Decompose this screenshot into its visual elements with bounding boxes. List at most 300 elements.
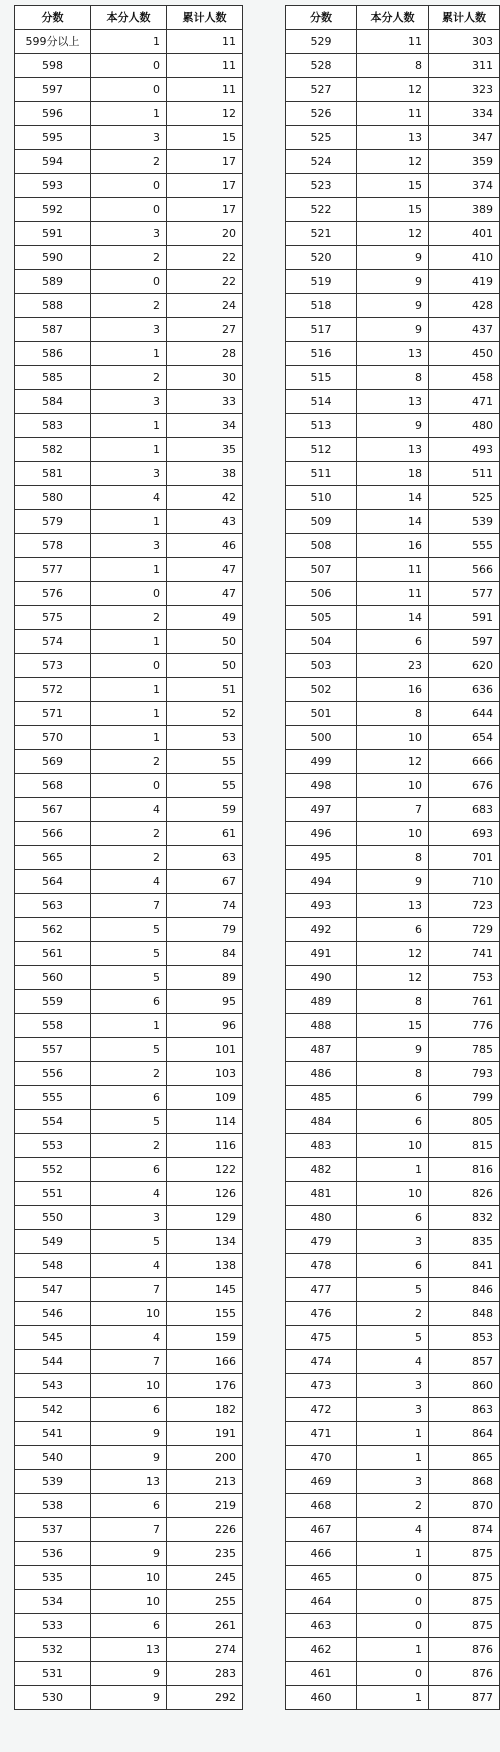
cumulative-cell: 114 [167, 1110, 243, 1134]
score-cell: 584 [15, 390, 91, 414]
count-cell: 0 [357, 1566, 429, 1590]
score-cell: 554 [15, 1110, 91, 1134]
cumulative-cell: 597 [429, 630, 500, 654]
cumulative-cell: 620 [429, 654, 500, 678]
cumulative-cell: 876 [429, 1638, 500, 1662]
score-cell: 565 [15, 846, 91, 870]
score-cell: 560 [15, 966, 91, 990]
cumulative-cell: 226 [167, 1518, 243, 1542]
cumulative-cell: 835 [429, 1230, 500, 1254]
count-cell: 6 [91, 1398, 167, 1422]
score-cell: 483 [286, 1134, 357, 1158]
count-cell: 13 [357, 126, 429, 150]
score-cell: 471 [286, 1422, 357, 1446]
score-cell: 502 [286, 678, 357, 702]
table-row [15, 942, 243, 966]
count-cell: 16 [357, 534, 429, 558]
score-cell: 576 [15, 582, 91, 606]
count-cell: 5 [91, 1230, 167, 1254]
count-cell: 1 [91, 1014, 167, 1038]
table-row [286, 1638, 500, 1662]
cumulative-cell: 785 [429, 1038, 500, 1062]
count-cell: 2 [91, 1062, 167, 1086]
table-row [286, 534, 500, 558]
score-cell: 481 [286, 1182, 357, 1206]
count-cell: 9 [357, 870, 429, 894]
table-row [15, 1686, 243, 1710]
count-cell: 8 [357, 366, 429, 390]
table-row [15, 894, 243, 918]
count-cell: 9 [357, 294, 429, 318]
count-cell: 14 [357, 486, 429, 510]
table-row [15, 1062, 243, 1086]
count-cell: 1 [357, 1446, 429, 1470]
table-row [286, 1662, 500, 1686]
cumulative-cell: 636 [429, 678, 500, 702]
cumulative-cell: 389 [429, 198, 500, 222]
table-row [286, 1518, 500, 1542]
score-cell: 568 [15, 774, 91, 798]
score-cell: 515 [286, 366, 357, 390]
count-cell: 3 [91, 222, 167, 246]
table-row [15, 726, 243, 750]
score-cell: 524 [286, 150, 357, 174]
cumulative-cell: 30 [167, 366, 243, 390]
table-row [15, 1398, 243, 1422]
count-cell: 2 [91, 846, 167, 870]
count-cell: 10 [91, 1590, 167, 1614]
score-cell: 542 [15, 1398, 91, 1422]
table-row [15, 822, 243, 846]
table-row [15, 1350, 243, 1374]
table-row [286, 606, 500, 630]
score-cell: 574 [15, 630, 91, 654]
cumulative-cell: 103 [167, 1062, 243, 1086]
header-cumulative: 累计人数 [429, 6, 500, 30]
count-cell: 13 [91, 1470, 167, 1494]
table-row [286, 1302, 500, 1326]
count-cell: 9 [357, 318, 429, 342]
table-row [286, 678, 500, 702]
cumulative-cell: 815 [429, 1134, 500, 1158]
cumulative-cell: 101 [167, 1038, 243, 1062]
count-cell: 4 [91, 486, 167, 510]
count-cell: 10 [357, 1182, 429, 1206]
count-cell: 10 [91, 1566, 167, 1590]
score-cell: 478 [286, 1254, 357, 1278]
table-row [286, 1350, 500, 1374]
score-cell: 537 [15, 1518, 91, 1542]
score-cell: 523 [286, 174, 357, 198]
table-row [286, 702, 500, 726]
table-row [286, 630, 500, 654]
score-cell: 594 [15, 150, 91, 174]
table-row [286, 1110, 500, 1134]
table-row [286, 342, 500, 366]
score-cell: 538 [15, 1494, 91, 1518]
score-cell: 536 [15, 1542, 91, 1566]
score-cell: 510 [286, 486, 357, 510]
score-cell: 492 [286, 918, 357, 942]
cumulative-cell: 122 [167, 1158, 243, 1182]
count-cell: 2 [357, 1302, 429, 1326]
table-row [286, 54, 500, 78]
table-row [15, 342, 243, 366]
cumulative-cell: 860 [429, 1374, 500, 1398]
score-cell: 477 [286, 1278, 357, 1302]
count-cell: 8 [357, 990, 429, 1014]
table-row [15, 318, 243, 342]
table-row [15, 678, 243, 702]
table-row [286, 174, 500, 198]
table-row [15, 534, 243, 558]
cumulative-cell: 841 [429, 1254, 500, 1278]
table-row [15, 702, 243, 726]
count-cell: 7 [91, 1278, 167, 1302]
score-cell: 488 [286, 1014, 357, 1038]
count-cell: 23 [357, 654, 429, 678]
cumulative-cell: 864 [429, 1422, 500, 1446]
score-cell: 598 [15, 54, 91, 78]
count-cell: 18 [357, 462, 429, 486]
count-cell: 3 [91, 390, 167, 414]
count-cell: 1 [357, 1158, 429, 1182]
cumulative-cell: 176 [167, 1374, 243, 1398]
score-cell: 558 [15, 1014, 91, 1038]
table-row [15, 1206, 243, 1230]
table-row [286, 1470, 500, 1494]
cumulative-cell: 12 [167, 102, 243, 126]
table-row [286, 822, 500, 846]
score-cell: 539 [15, 1470, 91, 1494]
cumulative-cell: 245 [167, 1566, 243, 1590]
count-cell: 3 [91, 534, 167, 558]
count-cell: 2 [91, 150, 167, 174]
header-count: 本分人数 [91, 6, 167, 30]
cumulative-cell: 89 [167, 966, 243, 990]
score-cell: 559 [15, 990, 91, 1014]
score-cell: 476 [286, 1302, 357, 1326]
count-cell: 3 [357, 1470, 429, 1494]
count-cell: 9 [91, 1446, 167, 1470]
cumulative-cell: 261 [167, 1614, 243, 1638]
count-cell: 1 [91, 30, 167, 54]
count-cell: 1 [357, 1422, 429, 1446]
cumulative-cell: 61 [167, 822, 243, 846]
score-cell: 508 [286, 534, 357, 558]
score-cell: 506 [286, 582, 357, 606]
score-cell: 572 [15, 678, 91, 702]
count-cell: 1 [91, 678, 167, 702]
cumulative-cell: 493 [429, 438, 500, 462]
score-cell: 562 [15, 918, 91, 942]
score-cell: 532 [15, 1638, 91, 1662]
count-cell: 2 [357, 1494, 429, 1518]
cumulative-cell: 511 [429, 462, 500, 486]
table-row [15, 1014, 243, 1038]
count-cell: 5 [357, 1278, 429, 1302]
count-cell: 3 [357, 1374, 429, 1398]
score-cell: 549 [15, 1230, 91, 1254]
score-cell: 494 [286, 870, 357, 894]
score-cell: 503 [286, 654, 357, 678]
count-cell: 9 [91, 1542, 167, 1566]
score-cell: 566 [15, 822, 91, 846]
cumulative-cell: 644 [429, 702, 500, 726]
cumulative-cell: 753 [429, 966, 500, 990]
cumulative-cell: 213 [167, 1470, 243, 1494]
table-row [15, 390, 243, 414]
cumulative-cell: 219 [167, 1494, 243, 1518]
cumulative-cell: 875 [429, 1566, 500, 1590]
score-cell: 583 [15, 414, 91, 438]
count-cell: 6 [357, 1110, 429, 1134]
table-row [286, 246, 500, 270]
table-row [15, 438, 243, 462]
table-row [286, 726, 500, 750]
cumulative-cell: 191 [167, 1422, 243, 1446]
cumulative-cell: 874 [429, 1518, 500, 1542]
score-cell: 561 [15, 942, 91, 966]
cumulative-cell: 683 [429, 798, 500, 822]
count-cell: 12 [357, 942, 429, 966]
cumulative-cell: 11 [167, 78, 243, 102]
table-row [286, 1494, 500, 1518]
table-row [286, 222, 500, 246]
count-cell: 2 [91, 822, 167, 846]
cumulative-cell: 761 [429, 990, 500, 1014]
table-row [15, 1518, 243, 1542]
cumulative-cell: 857 [429, 1350, 500, 1374]
score-cell: 490 [286, 966, 357, 990]
count-cell: 1 [91, 438, 167, 462]
score-cell: 570 [15, 726, 91, 750]
score-cell: 514 [286, 390, 357, 414]
cumulative-cell: 303 [429, 30, 500, 54]
count-cell: 2 [91, 606, 167, 630]
cumulative-cell: 323 [429, 78, 500, 102]
cumulative-cell: 109 [167, 1086, 243, 1110]
cumulative-cell: 710 [429, 870, 500, 894]
cumulative-cell: 11 [167, 54, 243, 78]
score-cell: 553 [15, 1134, 91, 1158]
header-score: 分数 [15, 6, 91, 30]
table-row [286, 1326, 500, 1350]
count-cell: 2 [91, 366, 167, 390]
table-row [15, 30, 243, 54]
cumulative-cell: 816 [429, 1158, 500, 1182]
count-cell: 5 [357, 1326, 429, 1350]
table-row [286, 774, 500, 798]
count-cell: 10 [357, 726, 429, 750]
table-row [286, 894, 500, 918]
count-cell: 0 [91, 270, 167, 294]
count-cell: 0 [357, 1590, 429, 1614]
score-cell: 592 [15, 198, 91, 222]
count-cell: 3 [91, 462, 167, 486]
count-cell: 5 [91, 1110, 167, 1134]
header-row [15, 6, 243, 30]
score-cell: 543 [15, 1374, 91, 1398]
cumulative-cell: 182 [167, 1398, 243, 1422]
cumulative-cell: 832 [429, 1206, 500, 1230]
cumulative-cell: 776 [429, 1014, 500, 1038]
table-row [15, 966, 243, 990]
table-row [15, 1422, 243, 1446]
cumulative-cell: 145 [167, 1278, 243, 1302]
count-cell: 1 [91, 630, 167, 654]
table-row [286, 78, 500, 102]
cumulative-cell: 870 [429, 1494, 500, 1518]
table-row [286, 1590, 500, 1614]
table-row [286, 1566, 500, 1590]
table-row [15, 606, 243, 630]
table-row [15, 1590, 243, 1614]
count-cell: 9 [357, 1038, 429, 1062]
score-cell: 591 [15, 222, 91, 246]
score-cell: 512 [286, 438, 357, 462]
count-cell: 0 [91, 774, 167, 798]
score-cell: 593 [15, 174, 91, 198]
score-cell: 491 [286, 942, 357, 966]
cumulative-cell: 848 [429, 1302, 500, 1326]
cumulative-cell: 59 [167, 798, 243, 822]
score-cell: 527 [286, 78, 357, 102]
cumulative-cell: 96 [167, 1014, 243, 1038]
count-cell: 13 [91, 1638, 167, 1662]
table-row [286, 318, 500, 342]
table-row [15, 126, 243, 150]
count-cell: 12 [357, 78, 429, 102]
cumulative-cell: 43 [167, 510, 243, 534]
score-cell: 548 [15, 1254, 91, 1278]
score-cell: 468 [286, 1494, 357, 1518]
table-row [286, 1374, 500, 1398]
score-cell: 493 [286, 894, 357, 918]
header-row [286, 6, 500, 30]
table-row [15, 510, 243, 534]
cumulative-cell: 875 [429, 1614, 500, 1638]
count-cell: 3 [91, 126, 167, 150]
table-row [15, 1110, 243, 1134]
count-cell: 0 [91, 654, 167, 678]
score-cell: 466 [286, 1542, 357, 1566]
count-cell: 12 [357, 750, 429, 774]
score-cell: 587 [15, 318, 91, 342]
cumulative-cell: 410 [429, 246, 500, 270]
cumulative-cell: 138 [167, 1254, 243, 1278]
count-cell: 4 [91, 798, 167, 822]
count-cell: 3 [357, 1398, 429, 1422]
table-row [15, 1086, 243, 1110]
table-row [15, 1446, 243, 1470]
count-cell: 1 [91, 726, 167, 750]
table-row [286, 918, 500, 942]
table-row [15, 366, 243, 390]
cumulative-cell: 67 [167, 870, 243, 894]
count-cell: 7 [91, 1350, 167, 1374]
score-cell: 563 [15, 894, 91, 918]
cumulative-cell: 22 [167, 246, 243, 270]
count-cell: 11 [357, 558, 429, 582]
table-row [286, 438, 500, 462]
cumulative-cell: 359 [429, 150, 500, 174]
score-cell: 544 [15, 1350, 91, 1374]
table-row [286, 1158, 500, 1182]
table-row [15, 1326, 243, 1350]
cumulative-cell: 274 [167, 1638, 243, 1662]
table-row [15, 1566, 243, 1590]
count-cell: 4 [91, 1254, 167, 1278]
table-row [286, 870, 500, 894]
table-row [15, 1470, 243, 1494]
count-cell: 4 [357, 1518, 429, 1542]
table-row [286, 198, 500, 222]
cumulative-cell: 401 [429, 222, 500, 246]
cumulative-cell: 47 [167, 582, 243, 606]
score-cell: 479 [286, 1230, 357, 1254]
table-row [15, 990, 243, 1014]
table-row [15, 1158, 243, 1182]
table-row [15, 246, 243, 270]
count-cell: 13 [357, 438, 429, 462]
cumulative-cell: 155 [167, 1302, 243, 1326]
count-cell: 0 [91, 582, 167, 606]
count-cell: 1 [91, 342, 167, 366]
score-cell: 500 [286, 726, 357, 750]
cumulative-cell: 129 [167, 1206, 243, 1230]
score-cell: 497 [286, 798, 357, 822]
count-cell: 2 [91, 1134, 167, 1158]
table-row [15, 1638, 243, 1662]
score-cell: 505 [286, 606, 357, 630]
cumulative-cell: 875 [429, 1542, 500, 1566]
cumulative-cell: 374 [429, 174, 500, 198]
cumulative-cell: 437 [429, 318, 500, 342]
count-cell: 4 [91, 1326, 167, 1350]
cumulative-cell: 666 [429, 750, 500, 774]
table-row [286, 270, 500, 294]
table-row [15, 1230, 243, 1254]
header-cumulative: 累计人数 [167, 6, 243, 30]
table-row [15, 1614, 243, 1638]
score-cell: 541 [15, 1422, 91, 1446]
score-cell: 526 [286, 102, 357, 126]
table-row [286, 1182, 500, 1206]
table-row [15, 54, 243, 78]
score-cell: 489 [286, 990, 357, 1014]
cumulative-cell: 49 [167, 606, 243, 630]
score-cell: 588 [15, 294, 91, 318]
count-cell: 1 [357, 1638, 429, 1662]
cumulative-cell: 47 [167, 558, 243, 582]
cumulative-cell: 95 [167, 990, 243, 1014]
score-cell: 496 [286, 822, 357, 846]
table-row [15, 414, 243, 438]
cumulative-cell: 654 [429, 726, 500, 750]
score-cell: 556 [15, 1062, 91, 1086]
cumulative-cell: 15 [167, 126, 243, 150]
count-cell: 10 [91, 1302, 167, 1326]
score-table-left [14, 5, 243, 1710]
count-cell: 12 [357, 966, 429, 990]
table-row [286, 1278, 500, 1302]
count-cell: 6 [91, 1614, 167, 1638]
cumulative-cell: 159 [167, 1326, 243, 1350]
score-cell: 504 [286, 630, 357, 654]
cumulative-cell: 17 [167, 150, 243, 174]
count-cell: 9 [91, 1686, 167, 1710]
